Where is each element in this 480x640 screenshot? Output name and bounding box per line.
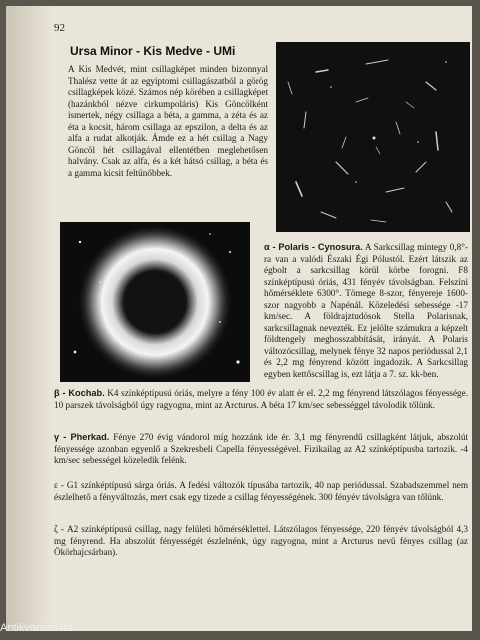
epsilon-label: ε -: [54, 480, 64, 490]
beta-label: β - Kochab.: [54, 388, 105, 398]
intro-paragraph: A Kis Medvét, mint csillagképet minden bizonnyal Thalész vette át az egyiptomi csillagászatból a görög csillagképek közé. Számos nép körében a csillagképet (hazánkból nézve cirkumpoláris) Kis Göncölként ismertek, négy csillaga a béta, a gamma, a zéta és az éta a kocsit, három csillaga az epszilon, a delta és az alfa a rudat alkotják. Ámde ez a hét csillag a Nagy Göncöl hét csillagával ellentétben meglehetősen halvány. Csak az alfa, és a két hátsó csillag, a béta és a gamma kicsit feltűnőbbek.: [68, 64, 268, 178]
book-page: [6, 6, 472, 631]
epsilon-text: G1 színképtípusú sárga óriás. A fedési változók típusába tartozik, 40 nap periódussal. Szabadszemmel nem észlelhető a fényváltozás, mert csak egy tizede a csillag fényességének. 300 fényév távolságra van tőlünk.: [54, 480, 469, 502]
ring-nebula-photo: [60, 222, 250, 382]
page-number: 92: [54, 22, 65, 34]
zeta-entry: [54, 524, 468, 559]
chapter-title: Ursa Minor - Kis Medve - UMi: [70, 44, 236, 58]
zeta-text: A2 színképtípusú csillag, nagy felületi hőmérséklettel. Látszólagos fényessége, 220 fényév távolságból 4,3 mg fényrend. Ha abszolút fényességét észlelnénk, úgy ragyogna, mint a Arcturus nevű fényes csillag (az Ökörhajcsárban).: [54, 524, 468, 557]
star-trails-photo: [276, 42, 470, 232]
gamma-text: Fénye 270 évig vándorol míg hozzánk ide ér. 3,1 mg fényrendű csillagként látjuk, abszolút fényessége azonban egyenlő a Szekresbeli Capella fényességével. Fizikailag az A2 színképtípusba tartozik. -4 km/sec sebességel közeledik felénk.: [54, 432, 469, 465]
alpha-polaris-entry: [264, 242, 468, 380]
epsilon-entry: [54, 480, 468, 503]
watermark: Antikvarium.hu: [0, 622, 73, 634]
gamma-label: γ - Pherkad.: [54, 432, 110, 442]
gamma-pherkad-entry: [54, 432, 468, 467]
alpha-label: α - Polaris - Cynosura.: [264, 242, 363, 252]
beta-text: K4 színképtípusú óriás, melyre a fény 100 év alatt ér el. 2,2 mg fényrend látszólagos fényessége. 10 parszek távolságból úgy ragyogna, mint az Arcturus. A béta 17 km/sec sebességgel távolodik tőlünk.: [54, 388, 469, 410]
beta-kochab-entry: [54, 388, 468, 411]
alpha-text: A Sarkcsillag mintegy 0,8°-ra van a valódi Északi Égi Pólustól. Ezért látszik az égbolt a sarkcsillag körül körbe forogni. F8 színképtípusú óriás, 431 fényév távolságban. Felszíni hőmérséklete 6300°. Tömege 8-szor, fényereje 1600-szor nagyobb a Napénál. Közeledési sebessége -17 km/sec. A földrajztudósok Stella Polarisnak, sarkcsillagnak nevezték. Ez jelölte számukra a képzelt földtengely meghosszabbítását, irányát. A Polaris változócsillag, melynek fénye 32 napos periódussal 2,1 és 2,2 mg fényrend között ingadozik. A Sarkcsillag egyben kettőscsillag is, ezt látja a 7. sz. kk-ben.: [264, 242, 469, 379]
zeta-label: ζ -: [54, 524, 64, 534]
page-gutter: [6, 6, 52, 631]
